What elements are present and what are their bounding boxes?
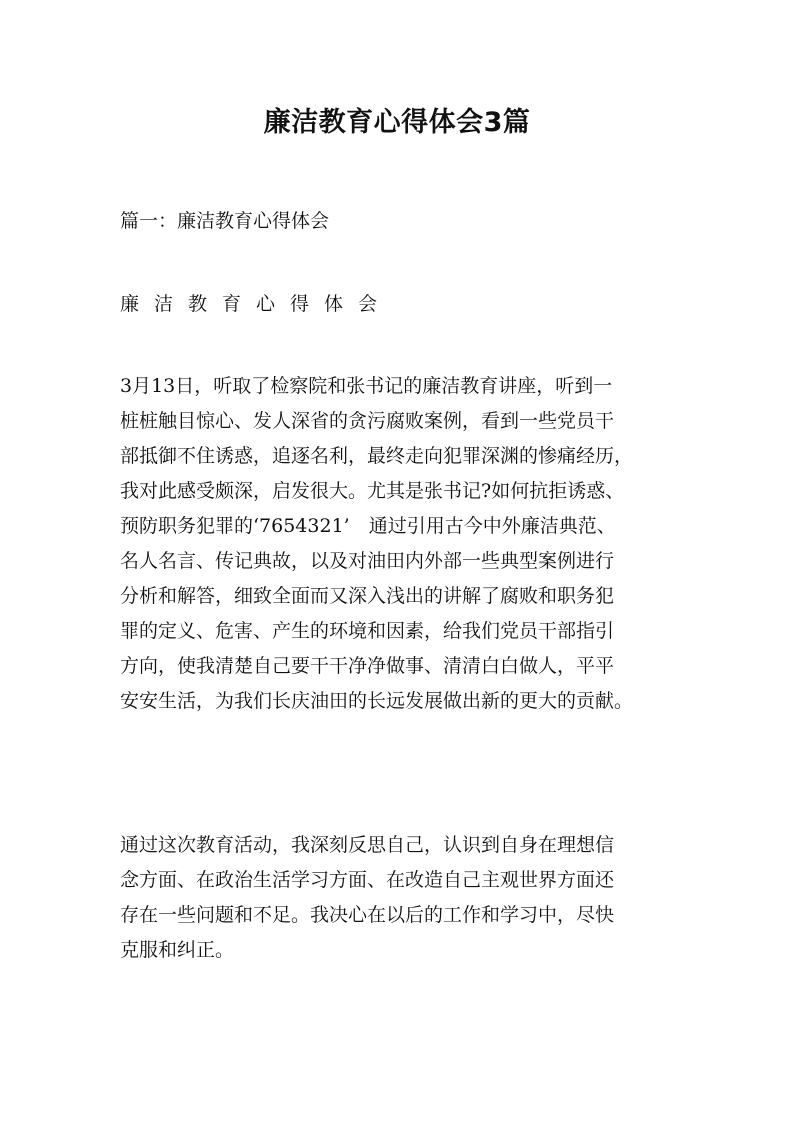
paragraph-2-line-2: 念方面、在政治生活学习方面、在改造自己主观世界方面还: [120, 869, 615, 891]
paragraph-1-line-2: 桩桩触目惊心、发人深省的贪污腐败案例，看到一些党员干: [120, 410, 615, 432]
paragraph-1-line-9: 方向，使我清楚自己要干干净净做事、清清白白做人，平平: [120, 655, 615, 677]
paragraph-2: [120, 828, 695, 968]
paragraph-1-line-6: 名人名言、传记典故，以及对油田内外部一些典型案例进行: [120, 550, 615, 572]
paragraph-1-line-10: 安安生活，为我们长庆油田的长远发展做出新的更大的贡献。: [120, 690, 634, 712]
paragraph-2-line-4: 克服和纠正。: [120, 939, 235, 961]
paragraph-1-line-7: 分析和解答，细致全面而又深入浅出的讲解了腐败和职务犯: [120, 585, 615, 607]
spaced-heading: 廉洁教育心得体会: [120, 293, 393, 315]
paragraph-1: [120, 369, 695, 719]
paragraph-2-line-1: 通过这次教育活动，我深刻反思自己，认识到自身在理想信: [120, 834, 615, 856]
paragraph-1-line-1: 3月13日，听取了检察院和张书记的廉洁教育讲座，听到一: [120, 375, 613, 397]
paragraph-2-line-3: 存在一些问题和不足。我决心在以后的工作和学习中，尽快: [120, 904, 615, 926]
section-heading: 篇一：廉洁教育心得体会: [120, 210, 330, 232]
document-title: 廉洁教育心得体会3篇: [263, 107, 531, 138]
paragraph-1-line-5: 预防职务犯罪的‘7654321’ 通过引用古今中外廉洁典范、: [120, 515, 616, 537]
paragraph-1-line-4: 我对此感受颇深，启发很大。尤其是张书记?如何抗拒诱惑、: [120, 480, 625, 502]
paragraph-1-line-8: 罪的定义、危害、产生的环境和因素，给我们党员干部指引: [120, 620, 615, 642]
paragraph-1-line-3: 部抵御不住诱惑，追逐名利，最终走向犯罪深渊的惨痛经历，: [120, 445, 634, 467]
